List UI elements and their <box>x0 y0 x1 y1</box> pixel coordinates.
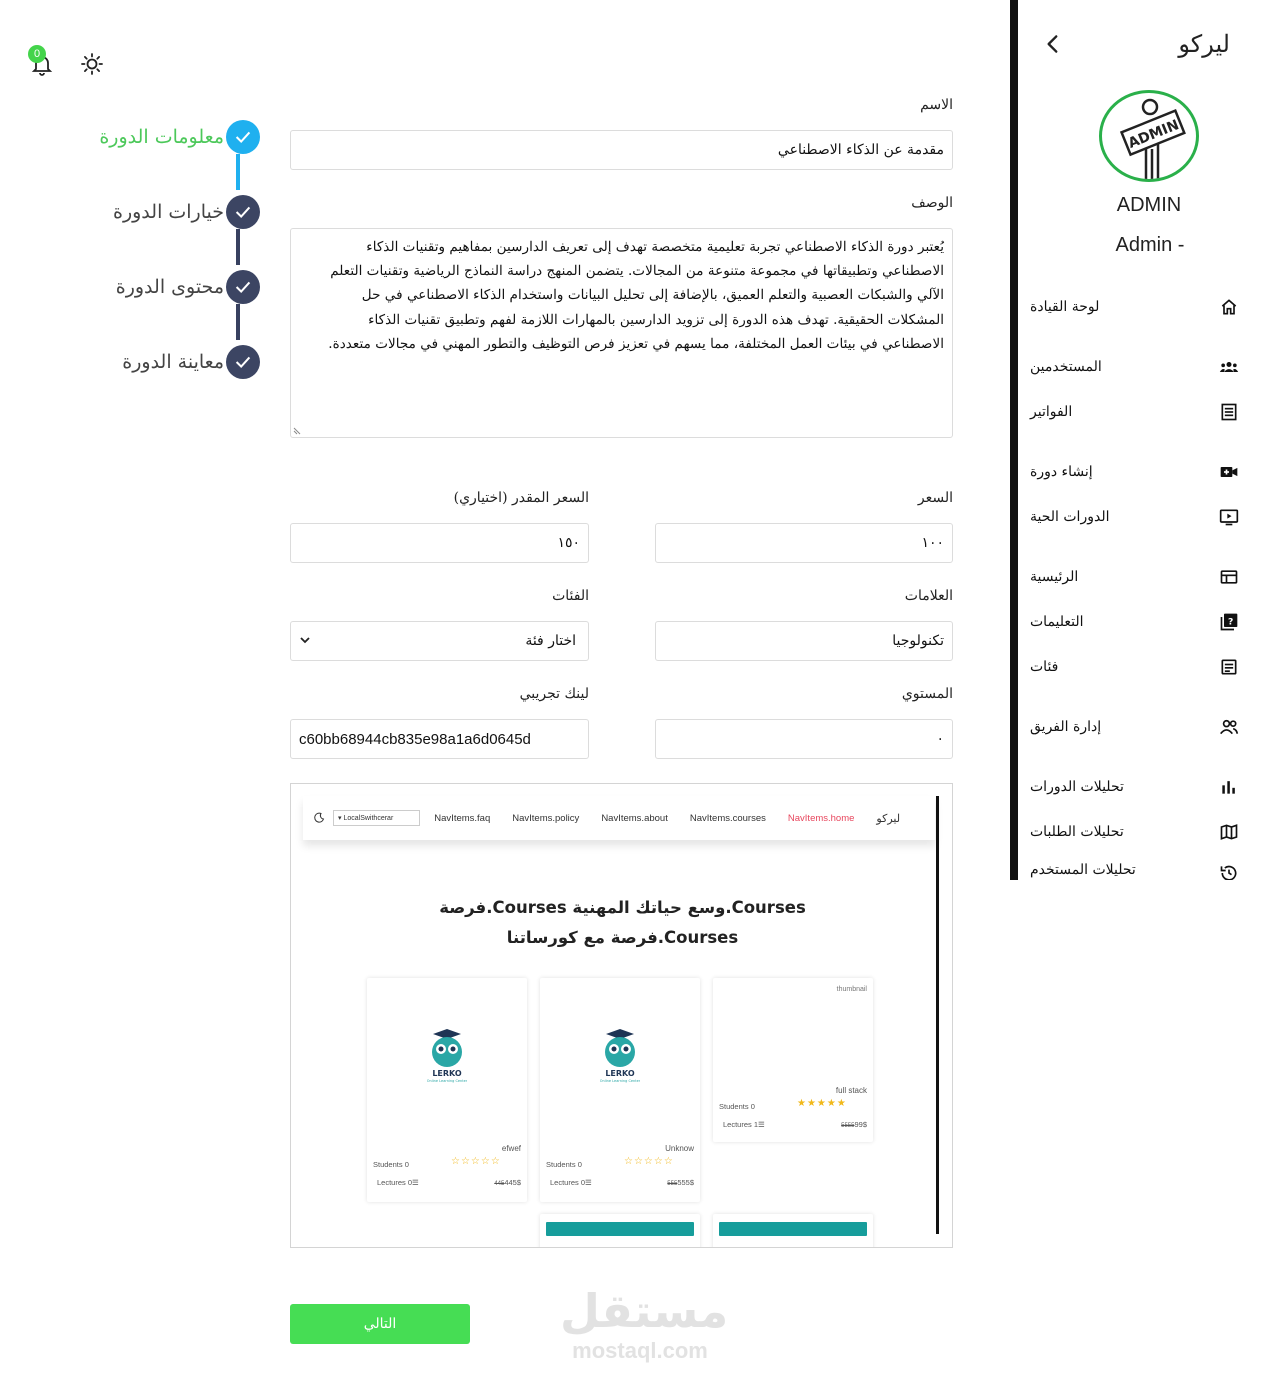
bar-chart-icon <box>1218 776 1240 798</box>
sidebar-item-label: المستخدمين <box>1030 359 1102 375</box>
sidebar-item-faq[interactable] <box>1030 607 1240 637</box>
notifications-badge: 0 <box>28 45 46 63</box>
course-students: Students 0 <box>373 1160 409 1169</box>
video-add-icon <box>1218 461 1240 483</box>
admin-avatar[interactable] <box>1099 90 1199 182</box>
course-price: 445445$ <box>494 1178 521 1187</box>
name-label: الاسم <box>920 97 953 113</box>
moon-icon[interactable] <box>313 812 325 824</box>
preview-course-card[interactable] <box>367 978 527 1202</box>
step-course-options[interactable] <box>60 192 260 232</box>
sidebar-item-orders-analytics[interactable] <box>1030 817 1240 847</box>
description-line: الاصطناعي في بيئات العمل المختلفة، مما يسهم في تعزيز فرص التوظيف والتطور المهني في مجالات متعددة. <box>328 335 944 352</box>
users-group-icon <box>1218 356 1240 378</box>
description-line: الاصطناعي وتطبيقاتها في مجموعة متنوعة من المجالات. يتضمن المنهج دراسة النماذج الرياضية وتقنيات التعلم <box>330 263 944 280</box>
preview-card-button[interactable] <box>719 1222 867 1236</box>
rating-stars: ☆☆☆☆☆ <box>451 1156 501 1167</box>
sidebar-item-user-analytics[interactable] <box>1030 862 1240 880</box>
description-textarea[interactable] <box>290 228 953 438</box>
check-icon <box>226 120 260 154</box>
sidebar-item-label: الفواتير <box>1030 404 1073 420</box>
resize-handle-icon[interactable] <box>293 425 303 435</box>
description-line: المشكلات الحقيقية. تهدف هذه الدورة إلى تزويد الدارسين بالمهارات اللازمة لفهم وتطبيق تقنيات الذكاء <box>368 311 944 328</box>
sidebar-item-label: تحليلات الطلبات <box>1030 824 1124 840</box>
admin-name: ADMIN <box>1116 194 1182 216</box>
sidebar-item-team[interactable] <box>1030 712 1240 742</box>
svg-text:Online Learning Center: Online Learning Center <box>600 1079 640 1083</box>
preview-course-card[interactable] <box>540 1214 700 1248</box>
course-title: full stack <box>835 1086 867 1095</box>
sidebar-item-home[interactable] <box>1030 562 1240 592</box>
sidebar-item-label: الرئيسية <box>1030 569 1079 585</box>
course-students: Students 0 <box>719 1102 755 1111</box>
categories-selected-value: اختار فئة <box>525 633 576 649</box>
svg-text:LERKO: LERKO <box>432 1069 462 1078</box>
svg-text:?: ? <box>1228 616 1234 628</box>
name-input[interactable]: مقدمة عن الذكاء الاصطناعي <box>290 130 953 170</box>
stepper-connector <box>236 229 240 265</box>
demo-preview[interactable] <box>290 783 953 1248</box>
description-line: الآلي والشبكات العصبية والتعلم العميق، بالإضافة إلى تحليل البيانات واستخدام الذكاء الاصطناعي في حل <box>361 287 944 304</box>
preview-scrollbar[interactable] <box>936 796 939 1234</box>
invoice-list-icon <box>1218 401 1240 423</box>
sidebar-item-label: الدورات الحية <box>1030 509 1110 525</box>
category-article-icon <box>1218 656 1240 678</box>
sidebar-item-label: إدارة الفريق <box>1030 719 1102 735</box>
step-label: معلومات الدورة <box>99 126 224 148</box>
preview-nav-about[interactable]: NavItems.about <box>601 812 668 824</box>
collapse-sidebar-button[interactable] <box>1040 30 1066 58</box>
price-input[interactable]: ١٠٠ <box>655 523 953 563</box>
watermark-text: mostaql.com <box>572 1338 708 1363</box>
step-course-info[interactable] <box>60 117 260 157</box>
preview-hero-line: Courses.وسع حياتك المهنية Courses.فرصة <box>439 898 806 917</box>
step-course-preview[interactable] <box>60 342 260 382</box>
preview-brand: ليركو <box>876 811 901 825</box>
sidebar-item-create-course[interactable] <box>1030 457 1240 487</box>
sidebar-item-categories[interactable] <box>1030 652 1240 682</box>
chevron-down-icon <box>299 634 311 646</box>
preview-nav-home[interactable]: NavItems.home <box>787 812 855 824</box>
sidebar-item-label: لوحة القيادة <box>1030 299 1100 315</box>
sidebar-item-dashboard[interactable] <box>1030 292 1240 322</box>
history-icon <box>1218 862 1240 880</box>
sidebar-item-label: تحليلات الدورات <box>1030 779 1124 795</box>
sidebar-item-label: التعليمات <box>1030 614 1084 630</box>
svg-text:ADMIN: ADMIN <box>1125 117 1182 152</box>
lerko-owl-logo <box>427 1028 467 1084</box>
step-course-content[interactable] <box>60 267 260 307</box>
preview-navbar <box>303 796 935 840</box>
course-price: 555555$ <box>667 1178 694 1187</box>
categories-select[interactable] <box>290 621 589 661</box>
tags-label: العلامات <box>904 588 953 604</box>
description-line: يُعتبر دورة الذكاء الاصطناعي تجربة تعليمية متخصصة تهدف إلى تعريف الدارسين بمفاهيم وتقنيات الذكاء <box>366 239 944 255</box>
preview-course-card[interactable] <box>540 978 700 1202</box>
sidebar-item-live-courses[interactable] <box>1030 502 1240 532</box>
level-input[interactable]: ٠ <box>655 719 953 759</box>
sidebar-item-label: إنشاء دورة <box>1030 464 1093 480</box>
next-button[interactable]: التالي <box>290 1304 470 1344</box>
course-lectures: Lectures 1☰ <box>723 1120 765 1129</box>
demo-link-label: لينك تجريبي <box>519 686 589 702</box>
map-icon <box>1218 821 1240 843</box>
demo-link-input[interactable]: c60bb68944cb835e98a1a6d0645d <box>290 719 589 759</box>
step-label: محتوى الدورة <box>115 276 224 298</box>
check-icon <box>226 345 260 379</box>
description-label: الوصف <box>911 195 953 211</box>
team-icon <box>1218 716 1240 738</box>
rating-stars: ★★★★★ <box>797 1098 847 1109</box>
check-icon <box>226 195 260 229</box>
course-price: 555599$ <box>841 1120 867 1129</box>
sun-icon <box>80 52 104 76</box>
sidebar-item-course-analytics[interactable] <box>1030 772 1240 802</box>
stepper-connector <box>236 304 240 340</box>
course-title: Unknow <box>665 1144 694 1153</box>
categories-label: الفئات <box>552 588 589 604</box>
step-label: معاينة الدورة <box>122 351 224 373</box>
thumbnail-placeholder: thumbnail <box>836 986 867 993</box>
level-label: المستوي <box>901 686 953 702</box>
sidebar-border <box>1010 0 1018 880</box>
svg-text:Online Learning Center: Online Learning Center <box>427 1079 467 1083</box>
preview-nav-policy[interactable]: NavItems.policy <box>512 812 580 824</box>
svg-text:LERKO: LERKO <box>605 1069 635 1078</box>
check-icon <box>226 270 260 304</box>
sidebar-item-invoices[interactable] <box>1030 397 1240 427</box>
stepper-connector <box>236 154 240 190</box>
web-layout-icon <box>1218 566 1240 588</box>
lerko-owl-logo <box>600 1028 640 1084</box>
watermark-logo: مستقل <box>560 1284 729 1338</box>
course-title: efwef <box>501 1144 521 1153</box>
estimated-price-label: السعر المقدر (اختياري) <box>453 490 589 506</box>
sidebar-item-label: فئات <box>1030 659 1059 675</box>
rating-stars: ☆☆☆☆☆ <box>624 1156 674 1167</box>
sidebar-brand: ليركو <box>1178 30 1230 58</box>
estimated-price-input[interactable]: ١٥٠ <box>290 523 589 563</box>
live-play-icon <box>1218 506 1240 528</box>
sidebar-item-label: تحليلات المستخدم <box>1030 862 1136 878</box>
theme-toggle-button[interactable] <box>80 52 104 76</box>
preview-course-card[interactable] <box>713 1214 873 1248</box>
course-students: Students 0 <box>546 1160 582 1169</box>
help-book-icon <box>1218 611 1240 633</box>
preview-course-card[interactable] <box>713 978 873 1142</box>
price-label: السعر <box>917 490 953 506</box>
course-lectures: Lectures 0☰ <box>377 1178 419 1187</box>
preview-nav-courses[interactable]: NavItems.courses <box>689 812 766 824</box>
preview-card-button[interactable] <box>546 1222 694 1236</box>
locale-switcher[interactable]: ▾ LocalSwithcerar <box>333 810 420 826</box>
admin-role: Admin - <box>1115 234 1185 256</box>
sidebar-item-users[interactable] <box>1030 352 1240 382</box>
preview-hero-line: Courses.فرصة مع كورساتنا <box>506 928 739 947</box>
chevron-left-icon <box>1040 30 1066 58</box>
preview-nav-faq[interactable]: NavItems.faq <box>434 812 491 824</box>
step-label: خيارات الدورة <box>113 201 224 223</box>
course-lectures: Lectures 0☰ <box>550 1178 592 1187</box>
tags-input[interactable]: تكنولوجيا <box>655 621 953 661</box>
home-icon <box>1218 296 1240 318</box>
